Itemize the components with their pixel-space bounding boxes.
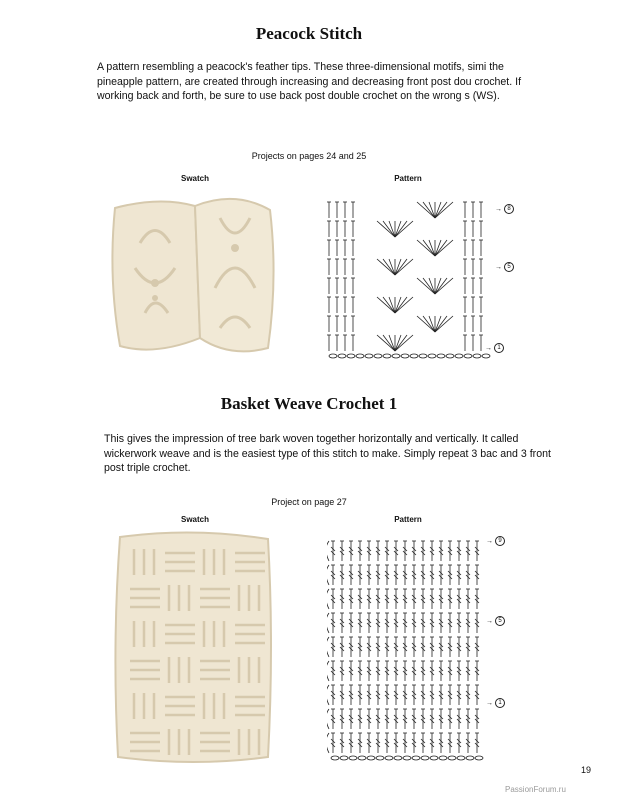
section-title-peacock: Peacock Stitch [255, 24, 363, 43]
row-marker-8: → 8 [495, 204, 514, 214]
swatch-label: Swatch [180, 174, 209, 183]
section-title-basket-weave: Basket Weave Crochet 1 [220, 394, 398, 413]
row-marker-1: → 1 [485, 343, 504, 353]
section-description-peacock: A pattern resembling a peacock's feather tips. These three-dimensional motifs, simi the pineapple pattern, are created through increasing and decreasing front post dou crochet. If working back and forth, be sure to use back post double crochet on the wrong s (WS). [97, 61, 522, 102]
pattern-label: Pattern [394, 174, 422, 183]
row-marker-5: → 5 [486, 616, 505, 626]
basket-weave-pattern-chart [327, 528, 492, 768]
project-reference-basket-weave: Project on page 27 [271, 497, 347, 507]
pattern-label: Pattern [394, 515, 422, 524]
peacock-swatch-image [100, 188, 280, 366]
row-marker-9: → 9 [486, 536, 505, 546]
section-description-basket-weave: This gives the impression of tree bark woven together horizontally and vertically. It called wickerwork weave and is the easiest type of this stitch to make. Simply repeat 3 bac and 3 front post triple crochet. [104, 433, 551, 474]
swatch-label: Swatch [180, 515, 209, 524]
row-marker-5: → 5 [495, 262, 514, 272]
peacock-pattern-chart [325, 186, 495, 362]
basket-weave-swatch-image [108, 525, 278, 770]
project-reference-peacock: Projects on pages 24 and 25 [251, 151, 367, 161]
row-marker-1: → 1 [486, 698, 505, 708]
watermark: PassionForum.ru [505, 785, 566, 794]
page-number: 19 [581, 765, 592, 775]
